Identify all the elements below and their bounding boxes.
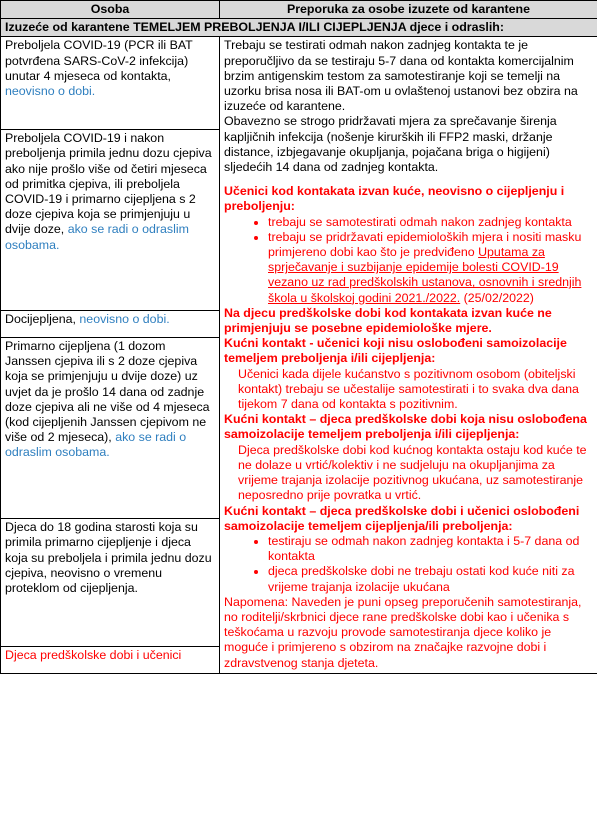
person-preschool-pupils [1, 647, 220, 674]
guidelines-link[interactable]: Uputama za sprječavanje i suzbijanje epidemije bolesti COVID-19 vezano uz rad predškolskih ustanova, osnovnih i srednjih škola u školskoj godini 2021./2022. [268, 245, 582, 305]
section-band: Izuzeće od karantene TEMELJEM PREBOLJENJA I/ILI CIJEPLJENJA djece i odraslih: [1, 19, 597, 37]
recommendation-cell [220, 37, 597, 673]
rec-preschool-outside: Na djecu predškolske dobi kod kontakata izvan kuće ne primjenjuju se posebne epidemiološke mjere. [224, 305, 552, 336]
list-item: • testiraju se odmah nakon zadnjeg kontakta i 5-7 dana od kontakta [268, 534, 593, 564]
rec-household-pupils-text: Učenici kada dijele kućanstvo s pozitivnom osobom (obiteljski kontakt) trebaju se učestalije samotestirati i to svaka dva dana tijekom 7 dana od kontakta s pozitivnim. [238, 366, 579, 412]
rec-measures-paragraph: Obavezno se strogo pridržavati mjera za sprečavanje širenja kapljičnih infekcija (nošenje kirurških ili FFP2 maski, držanje distance, izbjegavanje okupljanja, pojačana briga o higijeni) sljedećih 14 dana od zadnjeg kontakta. [224, 114, 557, 175]
band-row [1, 19, 597, 37]
person-primary-vaccinated-age: ako se radi o odraslim osobama. [5, 430, 187, 460]
rec-household-exempt-heading: Kućni kontakt – djeca predškolske dobi i učenici oslobođeni samoizolacije temeljem cijepljenja/ili preboljenja: [224, 503, 580, 533]
rec-pupils-outside-list [224, 215, 593, 306]
person-recovered-vaccinated-text: Preboljela COVID-19 i nakon preboljenja primila jednu dozu cjepiva ako nije prošlo više od četiri mjeseca od primitka cjepiva, ili preboljela COVID-19 i primarno cijepljena s 2 doze cjepiva koja se primjenjuju u dvije doze, [5, 131, 212, 237]
person-booster-text: Docijepljena, [5, 312, 76, 327]
person-preschool-pupils-text: Djeca predškolske dobi i učenici [5, 648, 182, 663]
row-1 [1, 37, 597, 130]
list-item: • trebaju se samotestirati odmah nakon zadnjeg kontakta [268, 215, 593, 230]
person-recovered [1, 37, 220, 130]
list-item: • djeca predškolske dobi ne trebaju ostati kod kuće niti za vrijeme trajanja izolacije ukućana [268, 564, 593, 594]
rec-household-pupils-heading: Kućni kontakt - učenici koji nisu oslobođeni samoizolacije temeljem preboljenja i/ili cijepljenja: [224, 336, 567, 366]
rec-note: Napomena: Naveden je puni opseg preporučenih samotestiranja, no roditelji/skrbnici djece rane predškolske dobi kao i učenika s teškoćama u razvoju provode samotestiranja djece koliko je moguće i primjereno s obzirom na značajke razvojne dobi i zdravstvenog stanja djeteta. [224, 594, 582, 670]
person-booster-age: neovisno o dobi. [79, 312, 170, 327]
rec-household-preschool-text: Djeca predškolske dobi kod kućnog kontakta ostaju kod kuće te ne dolaze u vrtić/kolektiv i ne sudjeluju na okupljanjima za vrijeme trajanja izolacije pozitivnog ukućana, uz samotestiranje neposredno prije povratka u vrtić. [238, 442, 587, 503]
guidelines-date: (25/02/2022) [463, 290, 534, 305]
person-primary-vaccinated-text: Primarno cijepljena (1 dozom Janssen cjepiva ili s 2 doze cjepiva koja se primjenjuju u dvije doze) uz uvjet da je prošlo 14 dana od zadnje doze cjepiva ali ne više od 4 mjeseca (kod cijepljenih Janssen cjepivom ne više od 2 mjeseca), [5, 338, 210, 445]
person-children-under-18-text: Djeca do 18 godina starosti koja su primila primarno cijepljenje i djeca koja su preboljela i primila jednu dozu cjepiva, neovisno o vremenu proteklom od cijepljenja. [5, 520, 212, 596]
person-recovered-vaccinated [1, 130, 220, 311]
header-person: Osoba [1, 1, 220, 19]
list-item-text: trebaju se pridržavati epidemioloških mjera i nositi masku primjereno dobi kao što je predviđeno [268, 229, 582, 260]
person-booster [1, 311, 220, 337]
person-children-under-18 [1, 519, 220, 647]
rec-household-preschool-heading: Kućni kontakt – djeca predškolske dobi koja nisu oslobođena samoizolacije temeljem preboljenja i/ili cijepljenja: [224, 412, 587, 442]
rec-household-exempt-list [224, 534, 593, 595]
rec-pupils-outside-heading: Učenici kod kontakata izvan kuće, neovisno o cijepljenju i preboljenju: [224, 184, 565, 214]
person-recovered-text: Preboljela COVID-19 (PCR ili BAT potvrđena SARS-CoV-2 infekcija) unutar 4 mjeseca od kontakta, [5, 38, 193, 83]
list-item [268, 230, 593, 306]
rec-testing-paragraph: Trebaju se testirati odmah nakon zadnjeg kontakta te je preporučljivo da se testiraju 5-7 dana od kontakta komercijalnim brzim antigenskim testom za samotestiranje koji se temelji na uzorku brisa nosa ili BAT-om u ovlaštenoj ustanovi bez obzira na izuzeće od karantene. [224, 38, 578, 114]
person-recovered-age: neovisno o dobi. [5, 84, 96, 99]
person-recovered-vaccinated-age: ako se radi o odraslim osobama. [5, 222, 189, 252]
header-row [1, 1, 597, 19]
person-primary-vaccinated [1, 337, 220, 518]
header-recommendation: Preporuka za osobe izuzete od karantene [220, 1, 597, 19]
